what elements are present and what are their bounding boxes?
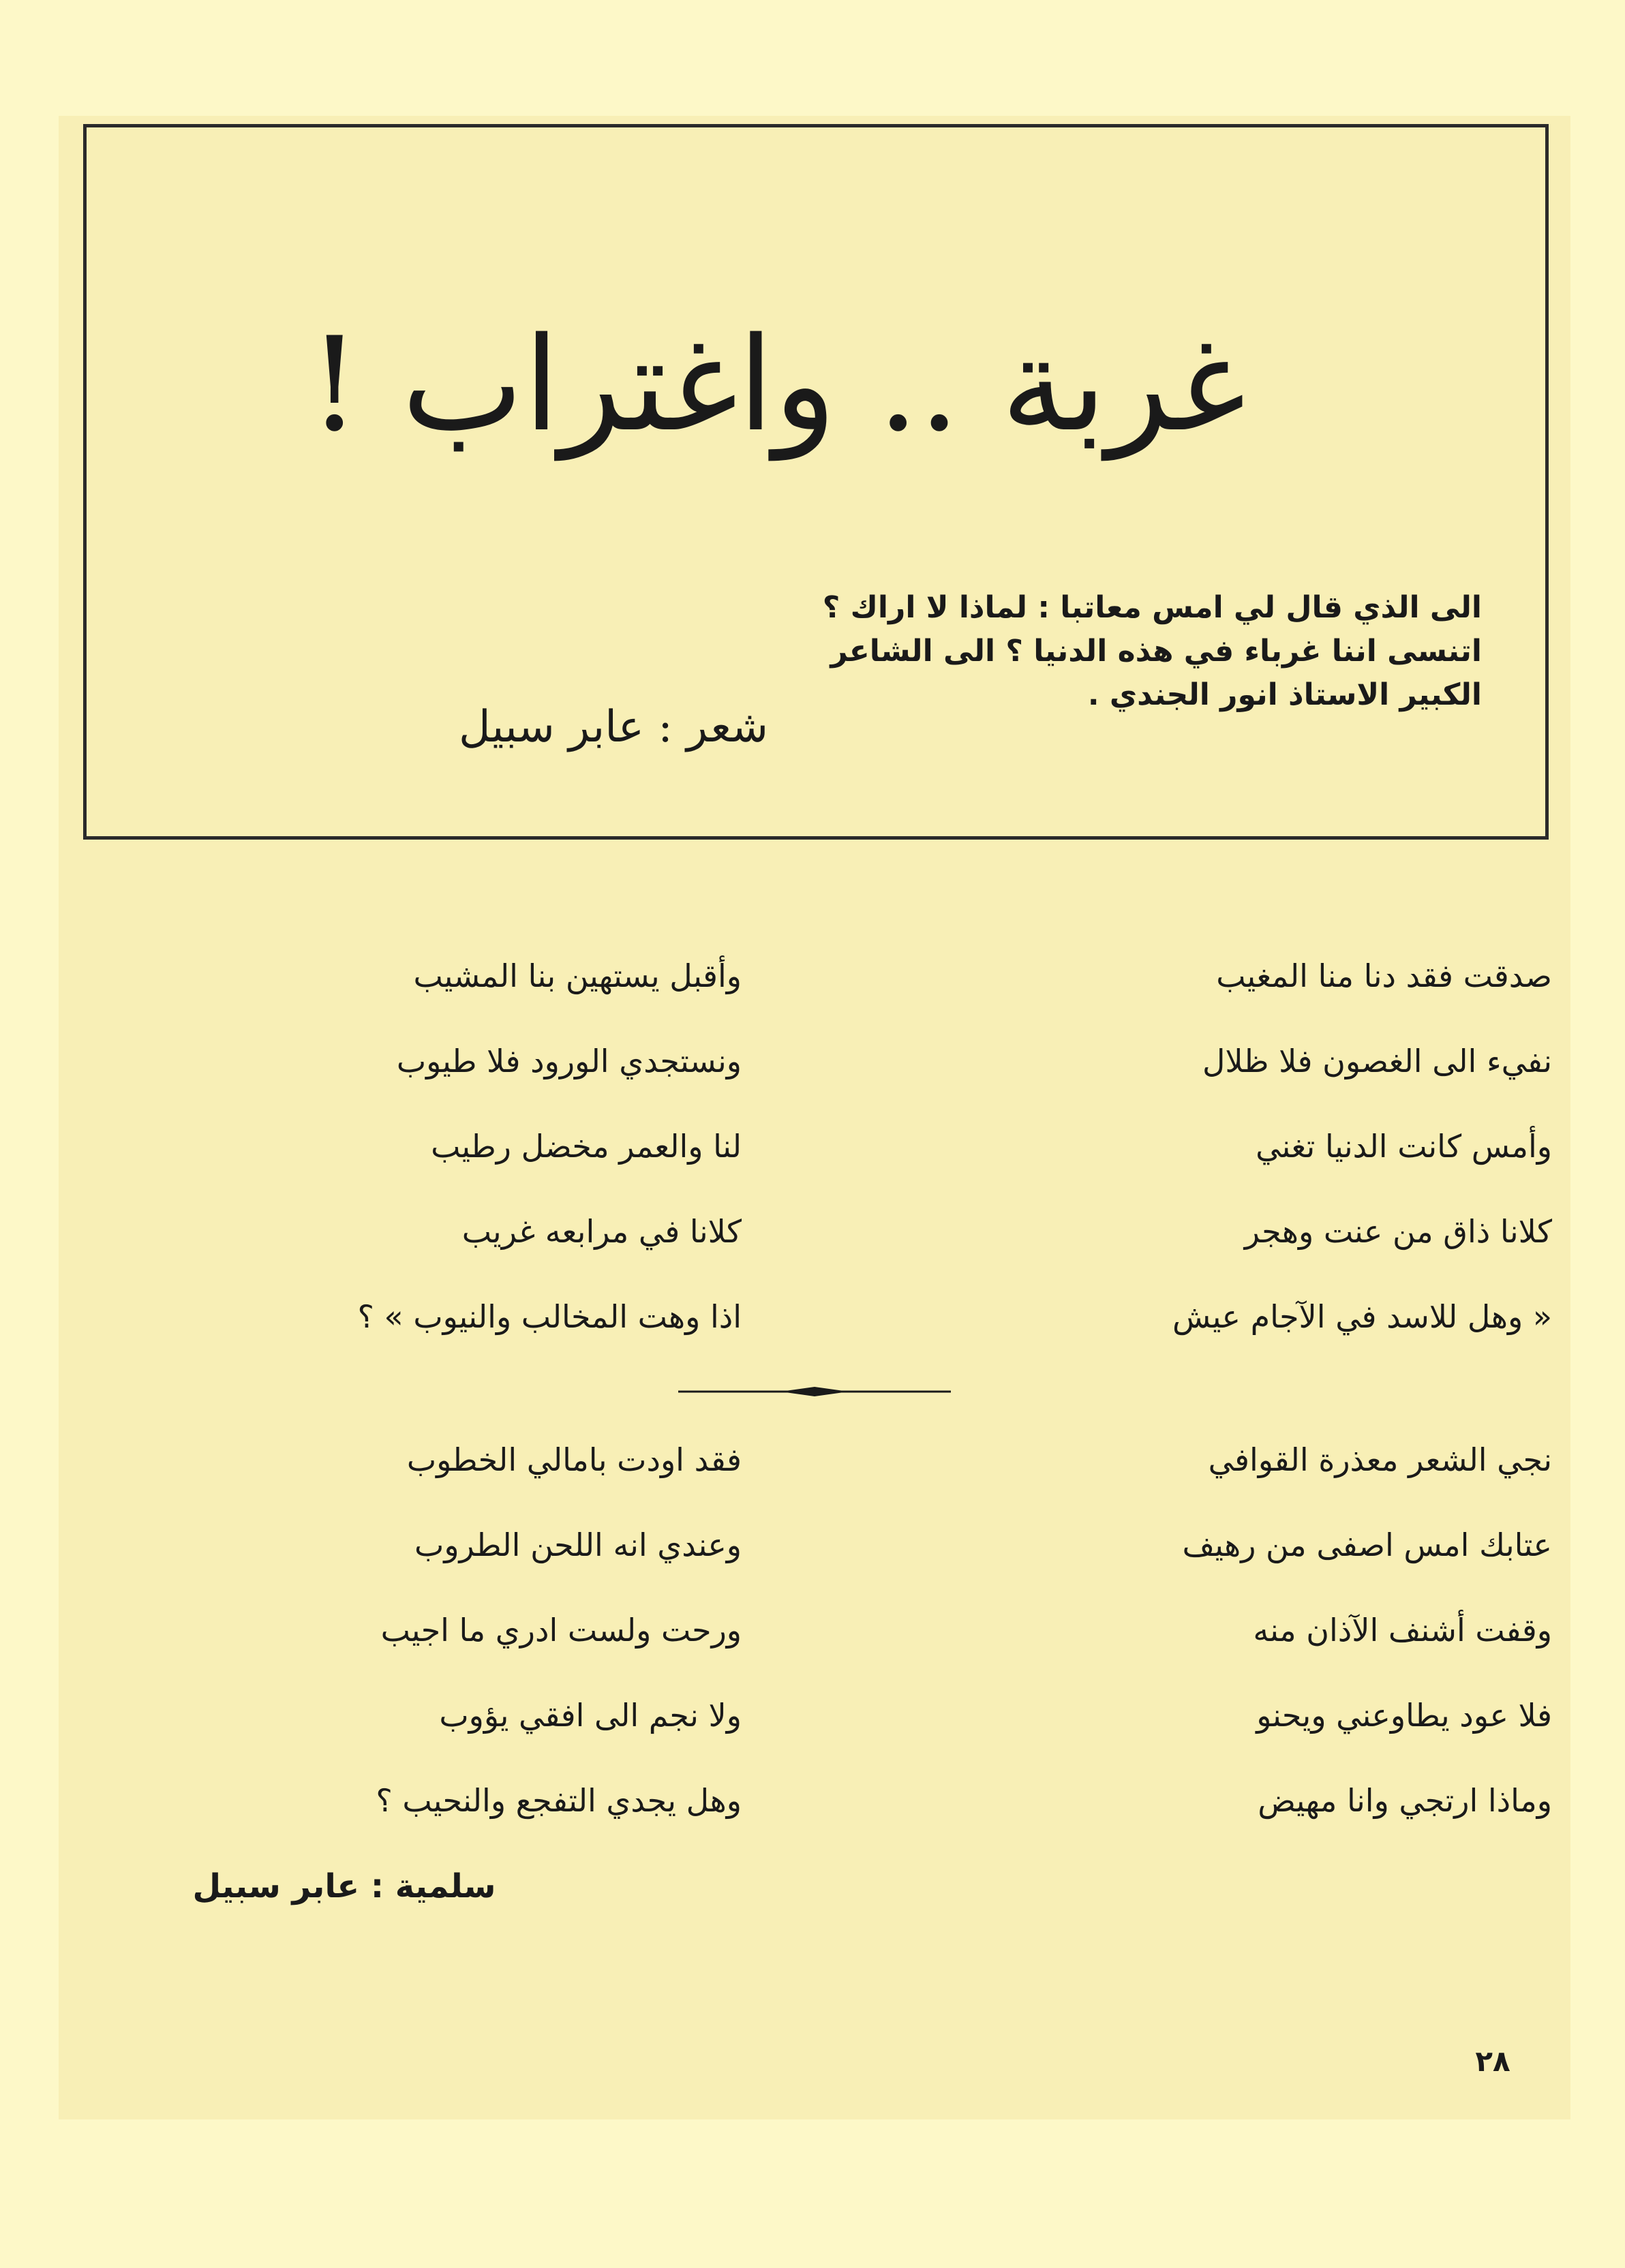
header-frame [83, 124, 1549, 840]
verse-line: نجي الشعر معذرة القوافي [1208, 1441, 1552, 1478]
verse-line: وماذا ارتجي وانا مهيض [1258, 1782, 1552, 1819]
section-divider [678, 1387, 951, 1396]
verse-line: ونستجدي الورود فلا طيوب [396, 1043, 742, 1079]
verse-line: نفيء الى الغصون فلا ظلال [1202, 1043, 1552, 1079]
dedication-line: اتنسى اننا غرباء في هذه الدنيا ؟ الى الشاعر [830, 634, 1482, 669]
verse-line: وهل يجدي التفجع والنحيب ؟ [376, 1782, 742, 1819]
dedication-line: الكبير الاستاذ انور الجندي . [1087, 677, 1482, 712]
verse-line: صدقت فقد دنا منا المغيب [1216, 957, 1552, 994]
verse-line: لنا والعمر مخضل رطيب [431, 1128, 742, 1165]
verse-line: ولا نجم الى افقي يؤوب [439, 1697, 742, 1734]
verse-line: فقد اودت بامالي الخطوب [406, 1441, 742, 1478]
signature: سلمية : عابر سبيل [192, 1867, 496, 1905]
dedication-line: الى الذي قال لي امس معاتبا : لماذا لا اراك ؟ [822, 590, 1482, 625]
verse-line: « وهل للاسد في الآجام عيش [1172, 1298, 1552, 1335]
verse-line: وأقبل يستهين بنا المشيب [413, 957, 742, 994]
verse-line: فلا عود يطاوعني ويحنو [1256, 1697, 1552, 1734]
verse-line: كلانا ذاق من عنت وهجر [1244, 1213, 1552, 1250]
page-number: ٢٨ [1475, 2044, 1510, 2078]
verse-line: عتابك امس اصفى من رهيف [1182, 1527, 1552, 1563]
author-credit: شعر : عابر سبيل [459, 702, 768, 752]
verse-line: اذا وهت المخالب والنيوب » ؟ [357, 1298, 742, 1335]
poem-title: غربة .. واغتراب ! [308, 309, 1246, 460]
verse-line: وعندي انه اللحن الطروب [414, 1527, 742, 1563]
verse-line: وقفت أشنف الآذان منه [1253, 1612, 1552, 1649]
verse-line: ورحت ولست ادري ما اجيب [380, 1612, 742, 1649]
verse-line: وأمس كانت الدنيا تغني [1256, 1128, 1552, 1165]
verse-line: كلانا في مرابعه غريب [461, 1213, 742, 1250]
dedication [732, 586, 1482, 717]
